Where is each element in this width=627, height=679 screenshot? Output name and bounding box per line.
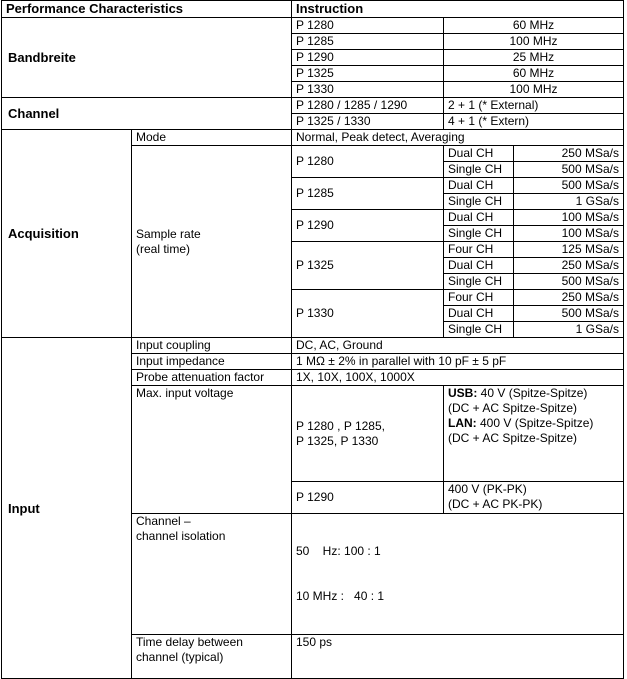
- sample-channel: Single CH: [444, 162, 514, 178]
- performance-table: [1, 0, 624, 679]
- sample-channel: Single CH: [444, 322, 514, 338]
- group2-value: 400 V (PK-PK): [448, 482, 527, 496]
- isolation-label-line2: channel isolation: [136, 529, 226, 543]
- sample-model: P 1330: [292, 290, 444, 338]
- isolation-value-line2: 10 MHz : 40 : 1: [296, 589, 385, 603]
- bandbreite-model: P 1325: [292, 66, 444, 82]
- sample-channel: Single CH: [444, 274, 514, 290]
- bandbreite-value: 25 MHz: [444, 50, 624, 66]
- time-delay-value: 150 ps: [292, 635, 624, 679]
- sample-model: P 1280: [292, 146, 444, 178]
- usb-value: 40 V (Spitze-Spitze): [477, 386, 588, 400]
- lan-value: 400 V (Spitze-Spitze): [476, 416, 594, 430]
- bandbreite-model: P 1285: [292, 34, 444, 50]
- sample-channel: Dual CH: [444, 210, 514, 226]
- max-voltage-models-group1: [292, 386, 444, 482]
- sample-rate-label-line1: Sample rate: [136, 226, 201, 241]
- max-input-voltage-label: Max. input voltage: [132, 386, 292, 514]
- sample-channel: Dual CH: [444, 258, 514, 274]
- sample-model: P 1325: [292, 242, 444, 290]
- channel-value: 4 + 1 (* Extern): [444, 114, 624, 130]
- sample-rate: 500 MSa/s: [514, 274, 624, 290]
- sample-model: P 1285: [292, 178, 444, 210]
- max-voltage-models-line2: P 1325, P 1330: [296, 433, 379, 448]
- sample-rate-label-line2: (real time): [136, 241, 191, 256]
- section-acquisition: Acquisition: [2, 130, 132, 338]
- sample-rate: 100 MSa/s: [514, 226, 624, 242]
- section-channel: Channel: [2, 98, 292, 130]
- input-impedance-value: 1 MΩ ± 2% in parallel with 10 pF ± 5 pF: [292, 354, 624, 370]
- channel-isolation-label: [132, 514, 292, 635]
- bandbreite-model: P 1330: [292, 82, 444, 98]
- sample-rate: 500 MSa/s: [514, 306, 624, 322]
- sample-channel: Four CH: [444, 290, 514, 306]
- time-delay-label-line2: channel (typical): [136, 650, 224, 664]
- max-voltage-values-group2: [444, 482, 624, 514]
- bandbreite-model: P 1290: [292, 50, 444, 66]
- acquisition-mode-value: Normal, Peak detect, Averaging: [292, 130, 624, 146]
- sample-rate: 250 MSa/s: [514, 258, 624, 274]
- channel-model: P 1280 / 1285 / 1290: [292, 98, 444, 114]
- time-delay-label: [132, 635, 292, 679]
- sample-rate: 100 MSa/s: [514, 210, 624, 226]
- sample-channel: Dual CH: [444, 306, 514, 322]
- sample-channel: Single CH: [444, 194, 514, 210]
- channel-value: 2 + 1 (* External): [444, 98, 624, 114]
- usb-label: USB:: [448, 386, 478, 400]
- sample-rate: 250 MSa/s: [514, 290, 624, 306]
- channel-isolation-value: [292, 514, 624, 635]
- isolation-value-line1: 50 Hz: 100 : 1: [296, 544, 381, 558]
- input-coupling-label: Input coupling: [132, 338, 292, 354]
- input-coupling-value: DC, AC, Ground: [292, 338, 624, 354]
- lan-note: (DC + AC Spitze-Spitze): [448, 431, 578, 445]
- sample-rate: 1 GSa/s: [514, 322, 624, 338]
- acquisition-mode-label: Mode: [132, 130, 292, 146]
- sample-channel: Dual CH: [444, 178, 514, 194]
- bandbreite-value: 100 MHz: [444, 82, 624, 98]
- sample-rate: 500 MSa/s: [514, 178, 624, 194]
- section-input: Input: [2, 338, 132, 679]
- sample-channel: Dual CH: [444, 146, 514, 162]
- time-delay-label-line1: Time delay between: [136, 635, 243, 649]
- sample-rate: 250 MSa/s: [514, 146, 624, 162]
- header-performance-characteristics: Performance Characteristics: [2, 1, 292, 18]
- sample-model: P 1290: [292, 210, 444, 242]
- group2-note: (DC + AC PK-PK): [448, 497, 543, 511]
- header-instruction: Instruction: [292, 1, 624, 18]
- sample-rate: 125 MSa/s: [514, 242, 624, 258]
- max-voltage-models-group2: P 1290: [292, 482, 444, 514]
- sample-channel: Single CH: [444, 226, 514, 242]
- sample-rate: 500 MSa/s: [514, 162, 624, 178]
- section-bandbreite: Bandbreite: [2, 18, 292, 98]
- probe-attenuation-label: Probe attenuation factor: [132, 370, 292, 386]
- isolation-label-line1: Channel –: [136, 514, 191, 528]
- max-voltage-models-line1: P 1280 , P 1285,: [296, 418, 385, 433]
- bandbreite-value: 100 MHz: [444, 34, 624, 50]
- probe-attenuation-value: 1X, 10X, 100X, 1000X: [292, 370, 624, 386]
- sample-rate: 1 GSa/s: [514, 194, 624, 210]
- lan-label: LAN:: [448, 416, 477, 430]
- channel-model: P 1325 / 1330: [292, 114, 444, 130]
- sample-rate-label: [132, 146, 292, 338]
- bandbreite-value: 60 MHz: [444, 66, 624, 82]
- sample-channel: Four CH: [444, 242, 514, 258]
- usb-note: (DC + AC Spitze-Spitze): [448, 401, 578, 415]
- bandbreite-model: P 1280: [292, 18, 444, 34]
- input-impedance-label: Input impedance: [132, 354, 292, 370]
- max-voltage-values-group1: [444, 386, 624, 482]
- bandbreite-value: 60 MHz: [444, 18, 624, 34]
